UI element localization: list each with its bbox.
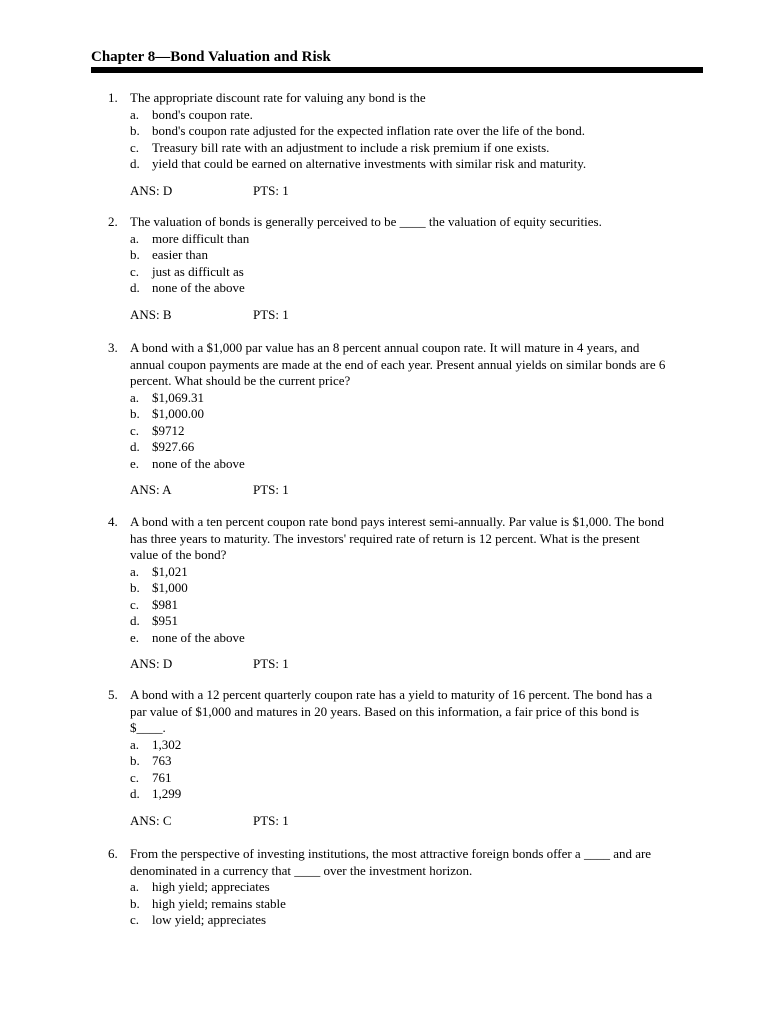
question-stem-line: The valuation of bonds is generally perceived to be ____ the valuation of equity securities. xyxy=(130,214,602,229)
choice-item xyxy=(0,107,768,124)
choice-item xyxy=(0,597,768,614)
question-stem xyxy=(130,514,705,564)
question-6 xyxy=(0,846,768,929)
choice-item xyxy=(0,896,768,913)
answer-row xyxy=(0,482,768,498)
choice-letter: d. xyxy=(130,786,140,801)
question-5 xyxy=(0,687,768,829)
choice-list xyxy=(0,564,768,647)
choice-letter: e. xyxy=(130,629,140,645)
question-number: 5. xyxy=(108,687,118,702)
question-stem-line: has three years to maturity. The investors' required rate of return is 12 percent. What is the present xyxy=(130,530,640,546)
choice-item xyxy=(0,786,768,803)
question-3 xyxy=(0,340,768,498)
choice-item xyxy=(0,406,768,423)
choice-item xyxy=(0,280,768,297)
choice-text: 1,302 xyxy=(152,736,182,752)
choice-letter: a. xyxy=(130,736,140,752)
answer-key: ANS: D xyxy=(130,182,173,198)
answer-row xyxy=(0,656,768,672)
answer-row xyxy=(0,183,768,199)
choice-item xyxy=(0,264,768,281)
answer-key: ANS: B xyxy=(130,306,172,322)
points-value: PTS: 1 xyxy=(253,482,289,497)
choice-text: yield that could be earned on alternative investments with similar risk and maturity. xyxy=(152,156,587,171)
choice-text: easier than xyxy=(152,247,208,262)
choice-text: bond's coupon rate adjusted for the expected inflation rate over the life of the bond. xyxy=(152,123,585,138)
chapter-title: Chapter 8—Bond Valuation and Risk xyxy=(91,49,331,65)
choice-item xyxy=(0,423,768,440)
choice-item xyxy=(0,156,768,173)
question-number: 6. xyxy=(108,846,118,861)
question-stem xyxy=(130,687,705,737)
choice-item xyxy=(0,879,768,896)
choice-list xyxy=(0,737,768,803)
question-stem-line: denominated in a currency that ____ over the investment horizon. xyxy=(130,862,473,878)
choice-text: low yield; appreciates xyxy=(152,912,267,927)
choice-letter: d. xyxy=(130,156,140,171)
question-stem xyxy=(130,214,705,231)
choice-item xyxy=(0,456,768,473)
choice-letter: a. xyxy=(130,106,140,122)
choice-item xyxy=(0,231,768,248)
points-value: PTS: 1 xyxy=(253,306,289,322)
choice-item xyxy=(0,390,768,407)
choice-text: Treasury bill rate with an adjustment to include a risk premium if one exists. xyxy=(152,139,550,155)
choice-letter: c. xyxy=(130,139,140,155)
choice-text: just as difficult as xyxy=(152,263,244,279)
question-stem-line: percent. What should be the current price? xyxy=(130,373,351,388)
choice-text: $1,000 xyxy=(152,580,188,595)
points-value: PTS: 1 xyxy=(253,812,289,828)
choice-letter: c. xyxy=(130,769,140,785)
question-number: 4. xyxy=(108,514,118,529)
choice-text: $951 xyxy=(152,613,178,628)
question-stem-line: A bond with a ten percent coupon rate bond pays interest semi-annually. Par value is $1,000. The bond xyxy=(130,514,664,529)
choice-item xyxy=(0,123,768,140)
question-2 xyxy=(0,214,768,323)
question-stem-line: value of the bond? xyxy=(130,547,227,562)
choice-item xyxy=(0,439,768,456)
question-number: 3. xyxy=(108,340,118,355)
question-stem-line: A bond with a $1,000 par value has an 8 percent annual coupon rate. It will mature in 4 years, and xyxy=(130,340,640,355)
choice-list xyxy=(0,231,768,297)
choice-text: $981 xyxy=(152,596,178,612)
question-stem-line: $____. xyxy=(130,720,166,735)
choice-item xyxy=(0,564,768,581)
choice-letter: c. xyxy=(130,263,140,279)
choice-letter: b. xyxy=(130,247,140,262)
choice-item xyxy=(0,247,768,264)
choice-letter: b. xyxy=(130,753,140,768)
choice-letter: b. xyxy=(130,580,140,595)
choice-text: $1,021 xyxy=(152,563,188,579)
choice-letter: b. xyxy=(130,895,140,911)
answer-key: ANS: A xyxy=(130,482,172,497)
choice-list xyxy=(0,107,768,173)
question-stem xyxy=(130,846,705,879)
choice-list xyxy=(0,879,768,929)
choice-item xyxy=(0,613,768,630)
choice-text: none of the above xyxy=(152,455,245,471)
choice-text: 1,299 xyxy=(152,786,182,801)
answer-key: ANS: C xyxy=(130,812,172,828)
question-4 xyxy=(0,514,768,672)
choice-text: $1,069.31 xyxy=(152,389,204,405)
choice-item xyxy=(0,737,768,754)
choice-text: high yield; appreciates xyxy=(152,879,270,894)
choice-letter: b. xyxy=(130,123,140,138)
question-1 xyxy=(0,90,768,199)
answer-row xyxy=(0,813,768,829)
points-value: PTS: 1 xyxy=(253,182,289,198)
question-stem xyxy=(130,340,705,390)
choice-item xyxy=(0,140,768,157)
choice-letter: e. xyxy=(130,455,140,471)
choice-letter: b. xyxy=(130,406,140,421)
choice-letter: d. xyxy=(130,280,140,295)
question-stem xyxy=(130,90,705,107)
choice-letter: a. xyxy=(130,563,140,579)
choice-text: 763 xyxy=(152,753,172,768)
choice-list xyxy=(0,390,768,473)
question-number: 2. xyxy=(108,214,118,229)
points-value: PTS: 1 xyxy=(253,656,289,671)
choice-item xyxy=(0,770,768,787)
choice-letter: c. xyxy=(130,422,140,438)
choice-text: $1,000.00 xyxy=(152,406,204,421)
question-stem-line: The appropriate discount rate for valuing any bond is the xyxy=(130,90,426,105)
choice-item xyxy=(0,580,768,597)
question-stem-line: A bond with a 12 percent quarterly coupon rate has a yield to maturity of 16 percent. The bond has a xyxy=(130,687,653,702)
choice-letter: c. xyxy=(130,912,140,927)
choice-text: $927.66 xyxy=(152,439,195,454)
choice-text: none of the above xyxy=(152,280,245,295)
question-stem-line: From the perspective of investing institutions, the most attractive foreign bonds offer a ____ and are xyxy=(130,846,652,861)
choice-text: none of the above xyxy=(152,629,245,645)
choice-item xyxy=(0,912,768,929)
choice-text: 761 xyxy=(152,769,172,785)
answer-key: ANS: D xyxy=(130,656,173,671)
choice-letter: d. xyxy=(130,439,140,454)
choice-letter: d. xyxy=(130,613,140,628)
choice-letter: a. xyxy=(130,230,140,246)
choice-letter: c. xyxy=(130,596,140,612)
choice-text: bond's coupon rate. xyxy=(152,106,253,122)
answer-row xyxy=(0,307,768,323)
question-stem-line: annual coupon payments are made at the end of each year. Present annual yields on similar bonds are 6 xyxy=(130,356,666,372)
choice-text: more difficult than xyxy=(152,230,250,246)
choice-text: $9712 xyxy=(152,422,185,438)
choice-letter: a. xyxy=(130,879,140,894)
question-stem-line: par value of $1,000 and matures in 20 years. Based on this information, a fair price of this bond is xyxy=(130,703,640,719)
choice-item xyxy=(0,753,768,770)
choice-text: high yield; remains stable xyxy=(152,895,286,911)
choice-letter: a. xyxy=(130,389,140,405)
question-number: 1. xyxy=(108,90,118,105)
choice-item xyxy=(0,630,768,647)
title-rule xyxy=(91,67,703,73)
